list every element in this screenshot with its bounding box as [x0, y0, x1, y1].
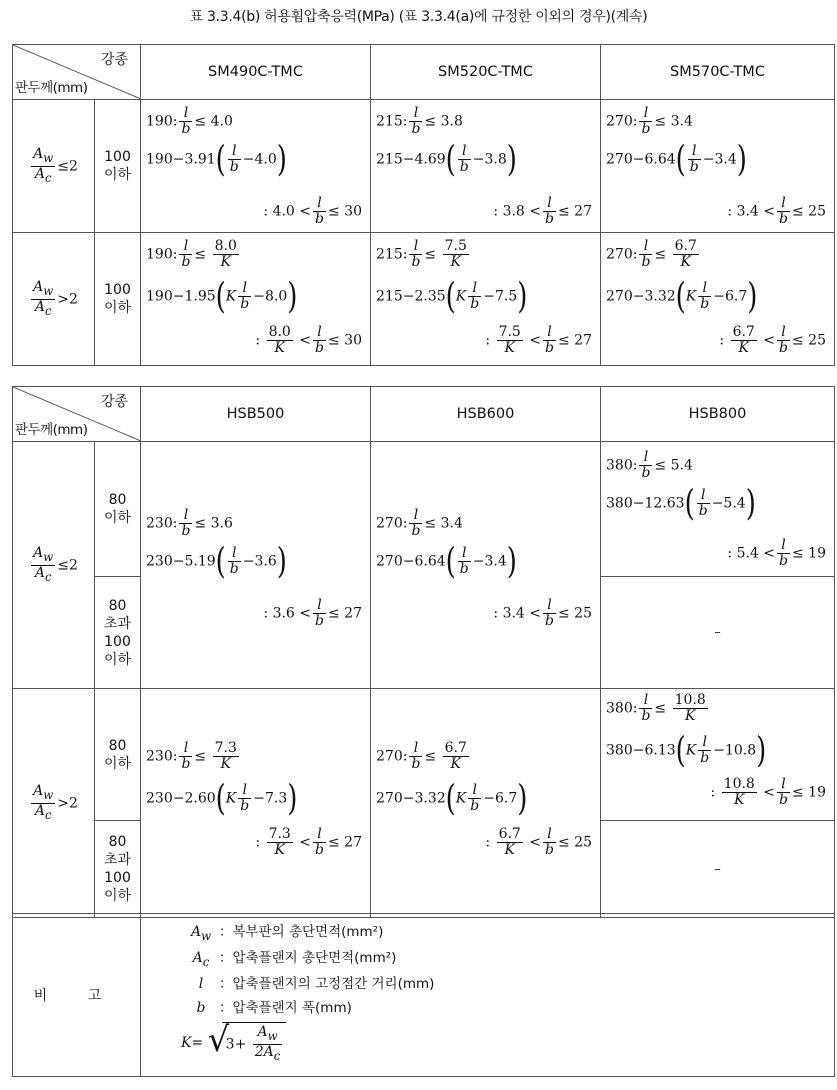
formula-line-1: 215: $\frac{l}{b}$ ≤ $\frac{7.5}{K}$ [376, 238, 467, 270]
fraction: $\frac{6.7}{K}$ [674, 238, 697, 270]
remarks-notes [141, 914, 835, 1077]
aw-ac-ratio: $\frac{A_w}{A_c}$ [33, 278, 54, 318]
formula-line-1: 270: $\frac{l}{b}$ ≤ 3.4 [376, 507, 463, 539]
ratio-cell: $\frac{A_w}{A_c}$ ≤2 [13, 100, 95, 233]
note-row: l ：압축플랜지의 고정점간 거리(mm) [198, 976, 435, 992]
k-formula: K= √ 3+ $\frac{A_w}{2A_c}$ [181, 1022, 286, 1064]
formula-line-2: 190−1.95(K $\frac{l}{b}$ −8.0) [146, 276, 298, 317]
page-title: 표 3.3.4(b) 허용휨압축응력(MPa) (표 3.3.4(a)에 규정한 이외의 경우)(계속) [189, 9, 648, 25]
formula-cell [141, 442, 371, 689]
formula-cell [141, 100, 371, 233]
formula-cell [601, 100, 835, 233]
thickness-cell: 100 이하 [95, 100, 141, 233]
formula-line-2: 230−5.19( $\frac{l}{b}$ −3.6) [146, 541, 287, 582]
corner-header [13, 45, 141, 100]
fraction: $\frac{7.5}{K}$ [498, 324, 521, 356]
fraction: $\frac{l}{b}$ [779, 324, 788, 356]
fraction: $\frac{l}{b}$ [545, 195, 554, 227]
fraction: $\frac{8.0}{K}$ [214, 238, 237, 270]
fraction: $\frac{l}{b}$ [411, 740, 421, 772]
formula-line-2: 215−4.69( $\frac{l}{b}$ −3.8) [376, 139, 517, 180]
grade-header: SM570C-TMC [601, 45, 835, 100]
fraction: $\frac{l}{b}$ [470, 782, 480, 814]
fraction: $\frac{l}{b}$ [689, 143, 699, 175]
grade-header: SM490C-TMC [141, 45, 371, 100]
formula-line-2: 270−6.64( $\frac{l}{b}$ −3.4) [606, 139, 747, 180]
formula-line-2: 380−12.63( $\frac{l}{b}$ −5.4) [606, 483, 756, 524]
fraction: $\frac{l}{b}$ [411, 238, 421, 270]
aw-ac-ratio: $\frac{A_w}{A_c}$ [33, 782, 54, 822]
formula-line-1: 190: $\frac{l}{b}$ ≤ $\frac{8.0}{K}$ [146, 238, 237, 270]
note-row: $A_c$ ：압축플랜지 총단면적(mm²) [192, 950, 397, 969]
remarks-label: 비 고 [13, 914, 141, 1077]
formula-range: : $\frac{8.0}{K}$ < $\frac{l}{b}$ ≤ 30 [255, 324, 362, 356]
formula-line-1: 270: $\frac{l}{b}$ ≤ $\frac{6.7}{K}$ [376, 740, 467, 772]
note-row: $A_w$ ：복부판의 총단면적(mm²) [190, 924, 384, 943]
fraction: $\frac{l}{b}$ [779, 537, 788, 569]
fraction: $\frac{l}{b}$ [181, 105, 191, 137]
plate-thickness-label: 판두께(mm) [15, 422, 88, 438]
fraction: $\frac{l}{b}$ [181, 740, 191, 772]
formula-range: : $\frac{7.3}{K}$ < $\frac{l}{b}$ ≤ 27 [255, 826, 362, 858]
formula-line-2: 270−3.32(K $\frac{l}{b}$ −6.7) [606, 276, 758, 317]
aw-ac-ratio: $\frac{A_w}{A_c}$ [33, 145, 54, 185]
ratio-cell: $\frac{A_w}{A_c}$ ≤2 [13, 442, 95, 689]
fraction: $\frac{l}{b}$ [641, 449, 651, 481]
formula-cell [371, 689, 601, 918]
formula-range: : 4.0 < $\frac{l}{b}$ ≤ 30 [263, 195, 362, 227]
fraction: $\frac{8.0}{K}$ [268, 324, 291, 356]
aw-ac-ratio: $\frac{A_w}{A_c}$ [33, 544, 54, 584]
ratio-cell: $\frac{A_w}{A_c}$ >2 [13, 689, 95, 918]
steel-grade-label: 강종 [100, 52, 128, 68]
fraction: $\frac{l}{b}$ [411, 105, 421, 137]
fraction: $\frac{l}{b}$ [181, 507, 191, 539]
fraction: $\frac{l}{b}$ [470, 280, 480, 312]
fraction: $\frac{l}{b}$ [411, 507, 421, 539]
formula-range: : $\frac{6.7}{K}$ < $\frac{l}{b}$ ≤ 25 [485, 826, 592, 858]
formula-line-1: 380: $\frac{l}{b}$ ≤ 5.4 [606, 449, 693, 481]
fraction: $\frac{l}{b}$ [229, 143, 239, 175]
fraction: $\frac{7.3}{K}$ [214, 740, 237, 772]
fraction: $\frac{l}{b}$ [641, 105, 651, 137]
formula-range: : $\frac{10.8}{K}$ < $\frac{l}{b}$ ≤ 19 [710, 776, 826, 808]
formula-cell [371, 442, 601, 689]
formula-line-1: 380: $\frac{l}{b}$ ≤ $\frac{10.8}{K}$ [606, 692, 706, 724]
fraction: $\frac{7.5}{K}$ [444, 238, 467, 270]
fraction: $\frac{l}{b}$ [459, 545, 469, 577]
thickness-cell: 100 이하 [95, 233, 141, 366]
formula-line-1: 230: $\frac{l}{b}$ ≤ $\frac{7.3}{K}$ [146, 740, 237, 772]
stress-table-hsb [12, 386, 835, 918]
fraction: $\frac{l}{b}$ [545, 826, 554, 858]
formula-line-2: 190−3.91( $\frac{l}{b}$ −4.0) [146, 139, 287, 180]
formula-line-1: 270: $\frac{l}{b}$ ≤ $\frac{6.7}{K}$ [606, 238, 697, 270]
formula-range: : 5.4 < $\frac{l}{b}$ ≤ 19 [727, 537, 826, 569]
formula-line-1: 270: $\frac{l}{b}$ ≤ 3.4 [606, 105, 693, 137]
fraction: $\frac{l}{b}$ [315, 826, 324, 858]
fraction: $\frac{l}{b}$ [459, 143, 469, 175]
fraction: $\frac{l}{b}$ [315, 195, 324, 227]
formula-line-1: 190: $\frac{l}{b}$ ≤ 4.0 [146, 105, 233, 137]
fraction: $\frac{6.7}{K}$ [444, 740, 467, 772]
note-row: b ：압축플랜지 폭(mm) [196, 1000, 352, 1016]
remarks-table [12, 913, 835, 1077]
fraction: $\frac{l}{b}$ [700, 734, 710, 766]
fraction: $\frac{l}{b}$ [240, 782, 250, 814]
thickness-cell: 80 초과 100 이하 [95, 577, 141, 689]
fraction: $\frac{l}{b}$ [700, 280, 710, 312]
formula-line-2: 270−3.32(K $\frac{l}{b}$ −6.7) [376, 778, 528, 819]
fraction: $\frac{10.8}{K}$ [723, 776, 755, 808]
fraction: $\frac{6.7}{K}$ [498, 826, 521, 858]
formula-range: : 3.4 < $\frac{l}{b}$ ≤ 25 [493, 597, 592, 629]
not-applicable-cell: – [601, 821, 835, 918]
fraction: $\frac{l}{b}$ [779, 195, 788, 227]
formula-line-2: 230−2.60(K $\frac{l}{b}$ −7.3) [146, 778, 298, 819]
formula-cell [141, 689, 371, 918]
fraction: $\frac{l}{b}$ [229, 545, 239, 577]
formula-line-2: 270−6.64( $\frac{l}{b}$ −3.4) [376, 541, 517, 582]
corner-header [13, 387, 141, 442]
formula-line-1: 215: $\frac{l}{b}$ ≤ 3.8 [376, 105, 463, 137]
formula-line-1: 230: $\frac{l}{b}$ ≤ 3.6 [146, 507, 233, 539]
fraction: $\frac{l}{b}$ [545, 597, 554, 629]
formula-cell [371, 233, 601, 366]
formula-cell [601, 233, 835, 366]
formula-line-2: 215−2.35(K $\frac{l}{b}$ −7.5) [376, 276, 528, 317]
formula-range: : $\frac{6.7}{K}$ < $\frac{l}{b}$ ≤ 25 [719, 324, 826, 356]
fraction: $\frac{l}{b}$ [181, 238, 191, 270]
fraction: $\frac{10.8}{K}$ [674, 692, 706, 724]
grade-header: HSB600 [371, 387, 601, 442]
formula-cell [601, 689, 835, 821]
steel-grade-label: 강종 [100, 394, 128, 410]
formula-range: : $\frac{7.5}{K}$ < $\frac{l}{b}$ ≤ 27 [485, 324, 592, 356]
fraction: $\frac{l}{b}$ [315, 597, 324, 629]
formula-cell [601, 442, 835, 577]
formula-range: : 3.4 < $\frac{l}{b}$ ≤ 25 [727, 195, 826, 227]
fraction: $\frac{l}{b}$ [779, 776, 788, 808]
not-applicable-cell: – [601, 577, 835, 689]
formula-line-2: 380−6.13(K $\frac{l}{b}$ −10.8) [606, 730, 767, 771]
grade-header: HSB500 [141, 387, 371, 442]
ratio-cell: $\frac{A_w}{A_c}$ >2 [13, 233, 95, 366]
formula-range: : 3.8 < $\frac{l}{b}$ ≤ 27 [493, 195, 592, 227]
fraction: $\frac{l}{b}$ [545, 324, 554, 356]
fraction: $\frac{l}{b}$ [641, 692, 651, 724]
fraction: $\frac{l}{b}$ [641, 238, 651, 270]
fraction: $\frac{7.3}{K}$ [268, 826, 291, 858]
thickness-cell: 80 이하 [95, 689, 141, 821]
stress-table-sm [12, 44, 835, 366]
thickness-cell: 80 이하 [95, 442, 141, 577]
grade-header: SM520C-TMC [371, 45, 601, 100]
formula-cell [371, 100, 601, 233]
formula-range: : 3.6 < $\frac{l}{b}$ ≤ 27 [263, 597, 362, 629]
fraction: $\frac{6.7}{K}$ [732, 324, 755, 356]
plate-thickness-label: 판두께(mm) [15, 80, 88, 96]
fraction: $\frac{l}{b}$ [240, 280, 250, 312]
fraction: $\frac{l}{b}$ [315, 324, 324, 356]
thickness-cell: 80 초과 100 이하 [95, 821, 141, 918]
formula-cell [141, 233, 371, 366]
fraction: $\frac{l}{b}$ [698, 487, 708, 519]
grade-header: HSB800 [601, 387, 835, 442]
